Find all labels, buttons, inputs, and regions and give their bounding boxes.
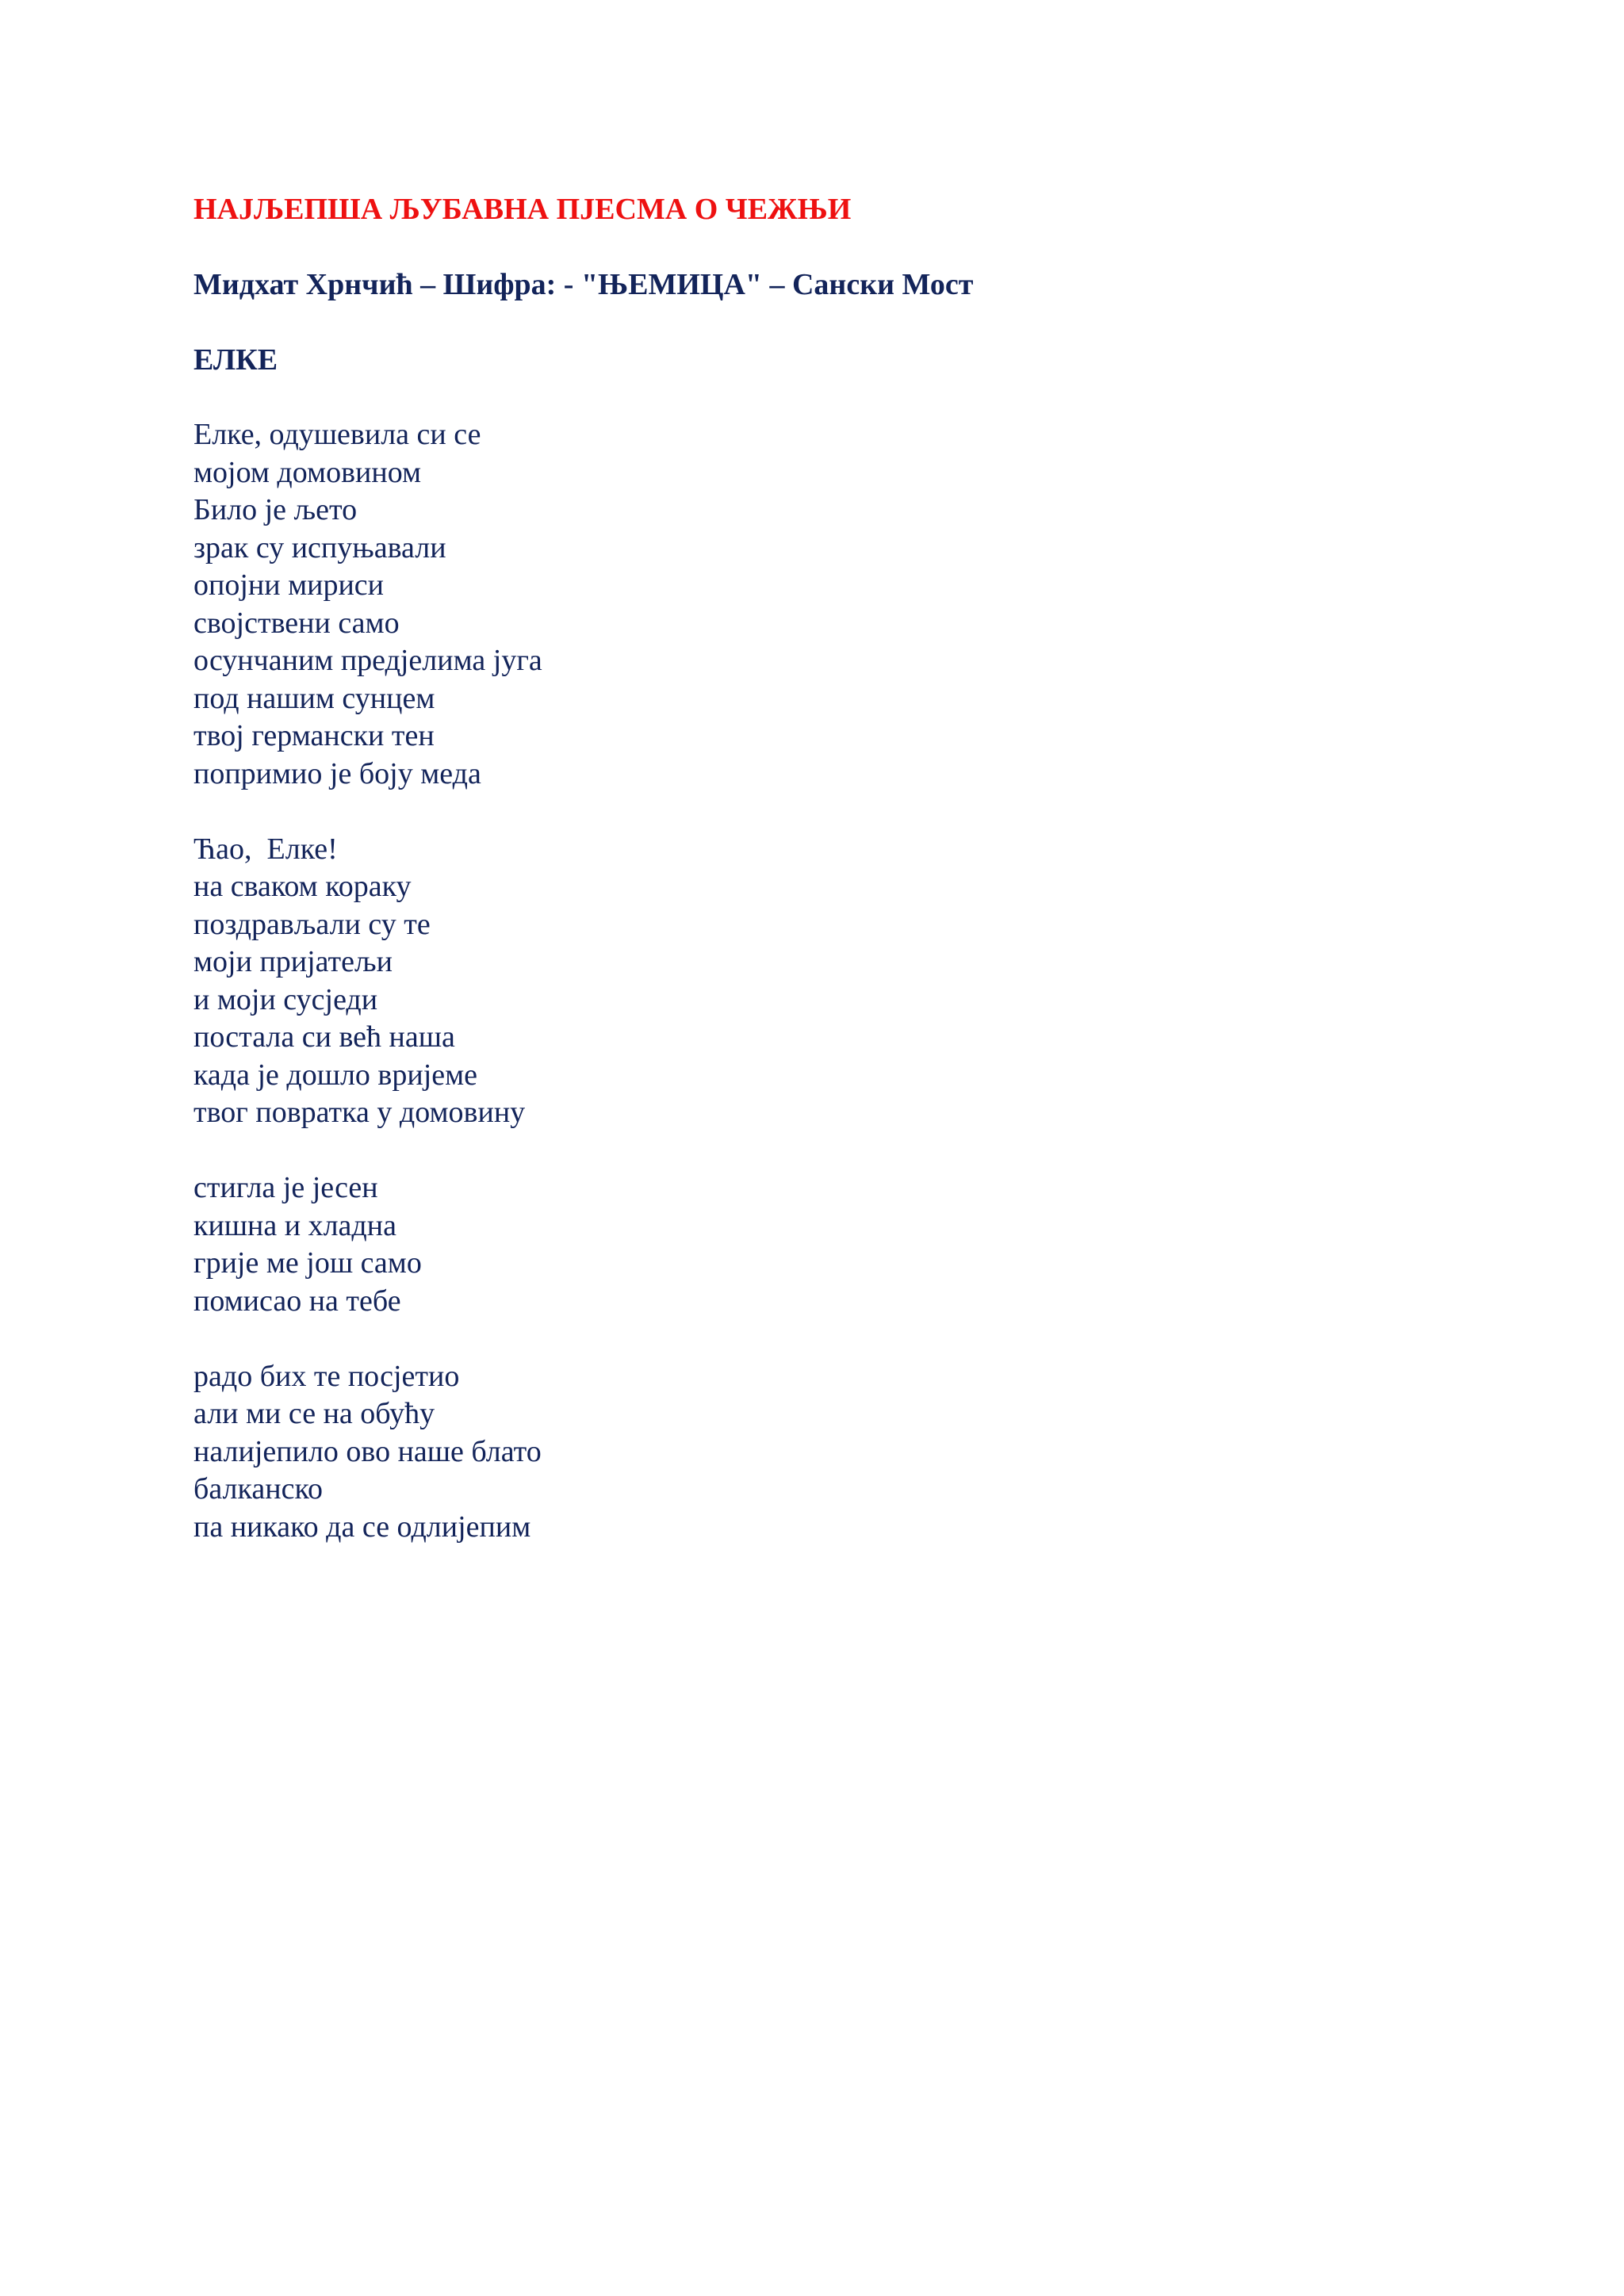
poem-line: и моји сусједи (193, 982, 378, 1016)
poem-line: Елке, одушевила си се (193, 418, 481, 451)
poem-line: па никако да се одлијепим (193, 1510, 531, 1544)
poem-line: грије ме још само (193, 1246, 422, 1280)
poem-line: кишна и хладна (193, 1208, 396, 1242)
poem-line: зрак су испуњавали (193, 530, 446, 564)
stanza-4 (193, 1358, 1462, 1547)
poem-line: поздрављали су те (193, 907, 431, 941)
poem-line: твог повратка у домовину (193, 1096, 526, 1129)
poem-line: под нашим сунцем (193, 681, 435, 715)
poem-line: осунчаним предјелима југа (193, 644, 542, 677)
poem-line: Ћао, Елке! (193, 832, 338, 866)
poem-line: опојни мириси (193, 568, 384, 602)
poem-line: својствени само (193, 606, 400, 640)
poem-line: радо бих те посјетио (193, 1359, 460, 1393)
poem-line: када је дошло вријеме (193, 1058, 478, 1092)
poem-line: на сваком кораку (193, 870, 412, 903)
poem-line: мојом домовином (193, 455, 422, 489)
poem-line: попримио је боју меда (193, 756, 481, 790)
poem-line: Било је љето (193, 493, 358, 526)
stanza-1 (193, 416, 1462, 793)
poem-line: налијепило ово наше блато (193, 1434, 542, 1468)
poem-line: балканско (193, 1472, 323, 1506)
poem-line: стигла је јесен (193, 1171, 378, 1204)
poem-line: постала си већ наша (193, 1020, 455, 1054)
document-content (193, 190, 1462, 1546)
stanza-2 (193, 831, 1462, 1132)
poem-line: моји пријатељи (193, 945, 393, 978)
poem-line: твој германски тен (193, 719, 435, 752)
poem-line: али ми се на обућу (193, 1397, 435, 1430)
document-heading: НАЈЉЕПША ЉУБАВНА ПЈЕСМА О ЧЕЖЊИ (193, 193, 852, 226)
poem-line: помисао на тебе (193, 1284, 401, 1318)
author-line: Мидхат Хрнчић – Шифра: - "ЊЕМИЦА" – Сански Мост (193, 268, 974, 301)
stanza-3 (193, 1169, 1462, 1320)
poem-title: ЕЛКЕ (193, 343, 278, 377)
